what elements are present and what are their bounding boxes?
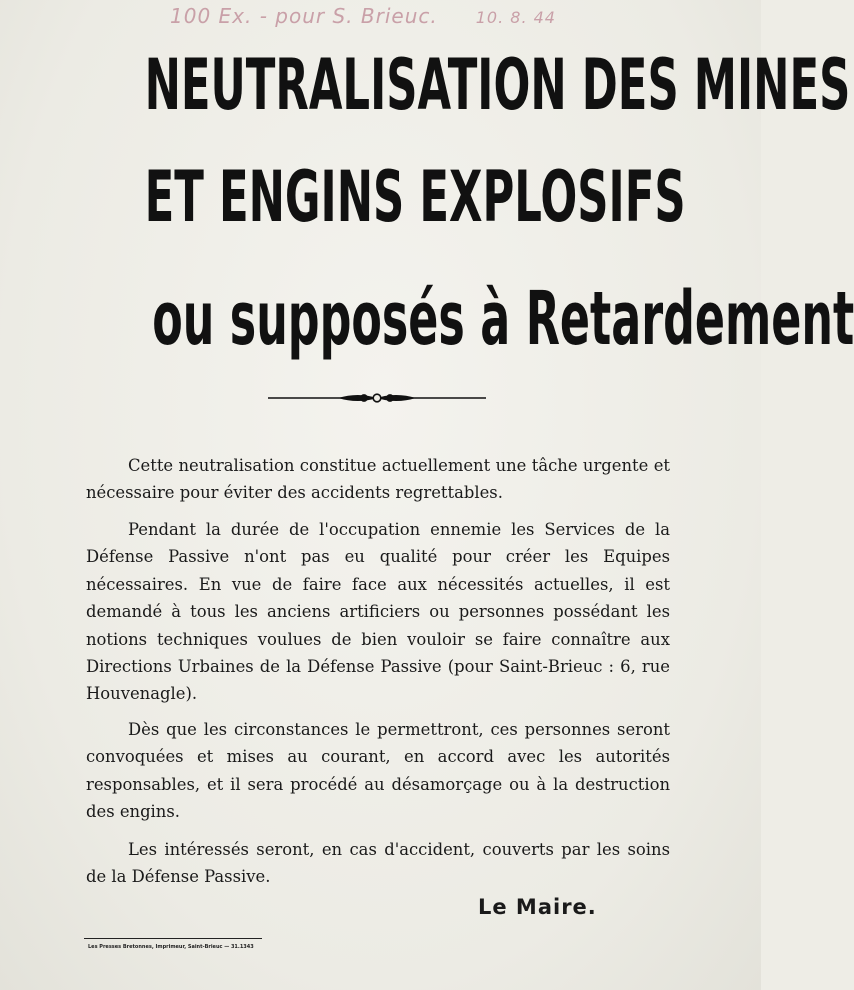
- handwritten-annotation: [170, 4, 556, 28]
- annotation-note: 100 Ex. - pour S. Brieuc.: [170, 4, 438, 28]
- paragraph-3: [86, 716, 670, 826]
- signature: Le Maire.: [478, 895, 597, 919]
- paragraph-3-text: Dès que les circonstances le permettront, ces personnes seront convoquées et mises au courant, en accord avec les autorités responsables, et il sera procédé au désamorçage ou à la destruction des engins.: [86, 720, 670, 822]
- paragraph-1: [86, 452, 670, 507]
- ornamental-divider: [268, 388, 486, 408]
- annotation-date: 10. 8. 44: [475, 8, 556, 27]
- printer-rule: [84, 938, 262, 939]
- paragraph-2-text: Pendant la durée de l'occupation ennemie les Services de la Défense Passive n'ont pas eu qualité pour créer les Equipes nécessaires. En vue de faire face aux nécessités actuelles, il est demandé à tous les anciens artificiers ou personnes possédant les notions techniques voulues de bien vouloir se faire connaître aux Directions Urbaines de la Défense Passive (pour Saint-Brieuc : 6, rue Houvenagle).: [86, 520, 670, 704]
- paragraph-2: [86, 516, 670, 708]
- title-line-3: ou supposés à Retardement: [152, 276, 854, 362]
- title-line-2: ET ENGINS EXPLOSIFS: [144, 156, 686, 238]
- printer-imprint: Les Presses Bretonnes, Imprimeur, Saint-Brieuc — 31.1343: [88, 944, 254, 950]
- paragraph-4: [86, 836, 670, 891]
- paragraph-4-text: Les intéressés seront, en cas d'accident, couverts par les soins de la Défense Passive.: [86, 840, 670, 887]
- title-line-1: NEUTRALISATION DES MINES: [144, 44, 851, 126]
- paragraph-1-text: Cette neutralisation constitue actuellement une tâche urgente et nécessaire pour éviter des accidents regrettables.: [86, 456, 670, 503]
